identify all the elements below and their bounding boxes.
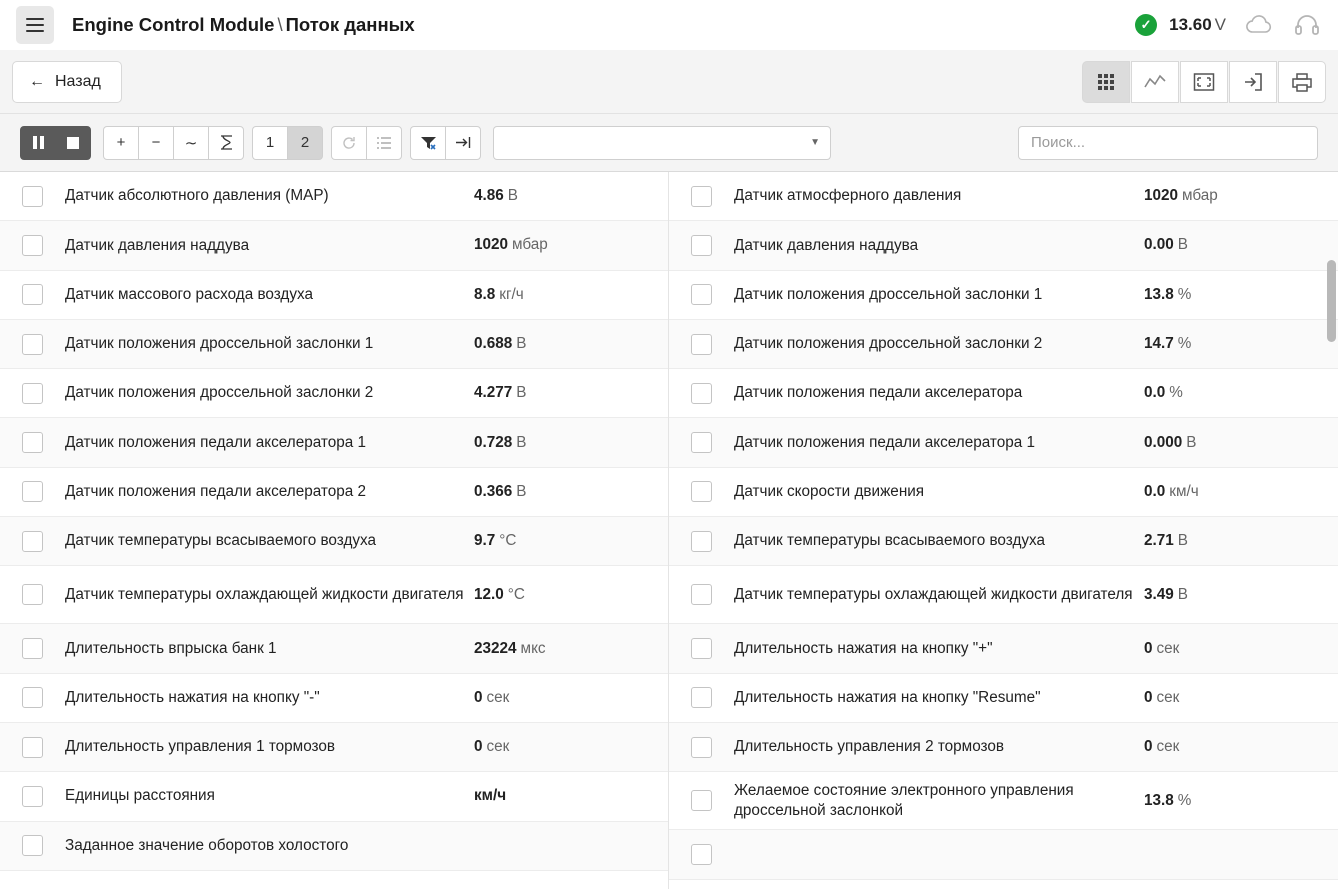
parameter-value-unit: В <box>516 433 527 451</box>
row-checkbox[interactable] <box>22 383 43 404</box>
table-row[interactable] <box>669 271 1338 320</box>
parameter-value-number: 0.0 <box>1144 384 1166 402</box>
list-icon <box>377 137 391 149</box>
page-name: Поток данных <box>285 14 415 35</box>
check-circle-icon: ✓ <box>1135 14 1157 36</box>
playback-controls <box>20 126 91 160</box>
pause-button[interactable] <box>20 126 56 160</box>
parameter-value <box>474 434 654 452</box>
parameter-value <box>1144 792 1324 810</box>
parameter-name: Датчик давления наддува <box>65 236 250 254</box>
parameter-value-number: 0.00 <box>1144 236 1174 254</box>
parameter-value-number: 0.000 <box>1144 433 1183 451</box>
parameter-name: Длительность нажатия на кнопку "-" <box>65 688 320 706</box>
parameter-select[interactable] <box>493 126 831 160</box>
pause-icon <box>33 136 44 149</box>
row-checkbox[interactable] <box>22 481 43 502</box>
voltage-unit: V <box>1214 15 1226 34</box>
parameter-name: Длительность управления 2 тормозов <box>734 738 1005 756</box>
parameter-value-unit: В <box>1177 585 1188 603</box>
table-row[interactable] <box>0 221 668 270</box>
table-row[interactable] <box>0 624 668 673</box>
table-row[interactable] <box>0 271 668 320</box>
parameter-value-number: 0 <box>1144 738 1153 756</box>
grid-view-button[interactable] <box>1082 61 1130 103</box>
search-input[interactable] <box>1018 126 1318 160</box>
row-checkbox[interactable] <box>691 844 712 865</box>
table-row[interactable] <box>669 369 1338 418</box>
parameter-name: Длительность впрыска банк 1 <box>65 639 277 657</box>
headset-icon[interactable] <box>1292 10 1322 40</box>
parameter-value <box>1144 286 1324 304</box>
parameter-name: Датчик положения педали акселератора <box>734 384 1023 402</box>
parameter-name: Датчик положения дроссельной заслонки 2 <box>65 384 374 402</box>
parameter-value-unit: В <box>516 384 527 402</box>
parameter-name: Датчик абсолютного давления (MAP) <box>65 187 329 205</box>
row-checkbox[interactable] <box>691 481 712 502</box>
parameter-value <box>474 286 654 304</box>
parameter-value-unit: В <box>1177 532 1188 550</box>
table-row[interactable] <box>669 320 1338 369</box>
parameter-value-number: 0.728 <box>474 433 513 451</box>
row-checkbox[interactable] <box>691 737 712 758</box>
row-checkbox[interactable] <box>22 584 43 605</box>
page-1-button[interactable]: 1 <box>252 126 288 160</box>
parameter-value-unit: В <box>1186 433 1197 451</box>
parameter-value <box>1144 738 1324 756</box>
table-row[interactable] <box>0 172 668 221</box>
parameter-value-unit: В <box>1177 236 1188 254</box>
table-row[interactable] <box>0 772 668 821</box>
table-row[interactable] <box>669 221 1338 270</box>
row-checkbox[interactable] <box>691 584 712 605</box>
parameter-name: Датчик температуры охлаждающей жидкости двигателя <box>734 585 1133 603</box>
row-checkbox[interactable] <box>22 235 43 256</box>
table-row[interactable] <box>0 369 668 418</box>
data-column-right <box>669 172 1338 889</box>
row-checkbox[interactable] <box>691 638 712 659</box>
parameter-value-unit: сек <box>486 738 510 756</box>
parameter-name: Датчик положения педали акселератора 1 <box>734 433 1036 451</box>
parameter-value <box>1144 236 1324 254</box>
parameter-value <box>474 738 654 756</box>
parameter-value <box>1144 640 1324 658</box>
parameter-value-number: 0.0 <box>1144 482 1166 500</box>
row-checkbox[interactable] <box>691 432 712 453</box>
refresh-icon <box>342 136 356 150</box>
parameter-value <box>474 532 654 550</box>
parameter-value-number: 0.366 <box>474 482 513 500</box>
row-checkbox[interactable] <box>691 186 712 207</box>
table-row[interactable] <box>669 674 1338 723</box>
row-checkbox[interactable] <box>22 531 43 552</box>
parameter-value-number: 3.49 <box>1144 585 1174 603</box>
parameter-name: Датчик массового расхода воздуха <box>65 285 313 303</box>
timer-icon <box>220 135 233 150</box>
parameter-value-number: 12.0 <box>474 585 504 603</box>
parameter-value-unit: сек <box>1156 738 1180 756</box>
parameter-value-number: 4.277 <box>474 384 513 402</box>
parameter-name: Длительность нажатия на кнопку "Resume" <box>734 688 1041 706</box>
parameter-value-unit: В <box>516 482 527 500</box>
table-row[interactable] <box>0 674 668 723</box>
parameter-value-number: 14.7 <box>1144 335 1174 353</box>
parameter-value <box>474 384 654 402</box>
parameter-value-number: 0 <box>474 738 483 756</box>
parameter-value-unit: В <box>516 335 527 353</box>
expand-icon <box>1193 72 1215 92</box>
parameter-value <box>474 335 654 353</box>
row-checkbox[interactable] <box>22 737 43 758</box>
table-row[interactable] <box>0 566 668 624</box>
module-name: Engine Control Module <box>72 14 275 35</box>
parameter-name: Датчик скорости движения <box>734 482 925 500</box>
table-row[interactable] <box>669 624 1338 673</box>
timer-button[interactable] <box>208 126 244 160</box>
parameter-value-unit: % <box>1177 791 1192 809</box>
parameter-name: Единицы расстояния <box>65 787 215 805</box>
parameter-name: Датчик давления наддува <box>734 236 919 254</box>
line-chart-icon <box>1144 73 1166 91</box>
row-checkbox[interactable] <box>22 186 43 207</box>
table-row[interactable] <box>669 566 1338 624</box>
printer-icon <box>1291 72 1313 92</box>
add-button[interactable]: + <box>103 126 139 160</box>
row-checkbox[interactable] <box>691 687 712 708</box>
filter-icon <box>421 136 436 150</box>
parameter-name: Датчик атмосферного давления <box>734 187 962 205</box>
parameter-name: Заданное значение оборотов холостого <box>65 836 349 854</box>
parameter-value <box>474 640 654 658</box>
back-button[interactable] <box>12 61 122 103</box>
title-bar <box>0 0 1338 50</box>
stop-icon <box>67 137 79 149</box>
jump-button[interactable] <box>445 126 481 160</box>
list-button[interactable] <box>366 126 402 160</box>
filter-controls <box>410 126 481 160</box>
row-checkbox[interactable] <box>691 284 712 305</box>
parameter-value <box>1144 532 1324 550</box>
parameter-value-number: 0 <box>1144 639 1153 657</box>
graph-view-button[interactable] <box>1131 61 1179 103</box>
parameter-value-number: 4.86 <box>474 187 504 205</box>
table-row[interactable] <box>669 418 1338 467</box>
parameter-value-unit: сек <box>1156 639 1180 657</box>
table-row[interactable] <box>669 172 1338 221</box>
import-icon <box>1242 72 1264 92</box>
parameter-value-number: 0 <box>474 688 483 706</box>
row-checkbox[interactable] <box>691 235 712 256</box>
filter-button[interactable] <box>410 126 446 160</box>
parameter-value <box>1144 689 1324 707</box>
parameter-value-unit: В <box>507 187 518 205</box>
view-controls <box>331 126 402 160</box>
parameter-value <box>1144 434 1324 452</box>
title-bar-right <box>1135 10 1322 40</box>
print-button[interactable] <box>1278 61 1326 103</box>
parameter-name: Датчик температуры охлаждающей жидкости двигателя <box>65 585 464 603</box>
row-checkbox[interactable] <box>22 835 43 856</box>
parameter-name: Датчик температуры всасываемого воздуха <box>65 532 377 550</box>
parameter-name: Длительность нажатия на кнопку "+" <box>734 639 993 657</box>
parameter-value <box>474 787 654 805</box>
parameter-value-number: 8.8 <box>474 285 496 303</box>
row-checkbox[interactable] <box>22 638 43 659</box>
parameter-value-unit: % <box>1177 335 1192 353</box>
import-button[interactable] <box>1229 61 1277 103</box>
parameter-value <box>474 689 654 707</box>
arrow-left-icon: ← <box>29 72 45 90</box>
parameter-value-number: км/ч <box>474 787 507 805</box>
parameter-value <box>474 483 654 501</box>
grid-icon <box>1096 72 1116 92</box>
table-row[interactable] <box>0 822 668 871</box>
parameter-value-number: 0.688 <box>474 335 513 353</box>
parameter-name: Датчик положения педали акселератора 1 <box>65 433 367 451</box>
chevron-down-icon: ▼ <box>810 137 820 148</box>
data-column-left <box>0 172 669 889</box>
row-checkbox[interactable] <box>22 284 43 305</box>
nav-tool-group <box>1082 61 1326 103</box>
parameter-name: Датчик положения педали акселератора 2 <box>65 482 367 500</box>
table-row[interactable] <box>669 723 1338 772</box>
table-row[interactable] <box>0 320 668 369</box>
fullscreen-view-button[interactable] <box>1180 61 1228 103</box>
row-checkbox[interactable] <box>691 790 712 811</box>
parameter-value-unit: сек <box>1156 688 1180 706</box>
parameter-value-number: 0 <box>1144 688 1153 706</box>
parameter-value-unit: °C <box>499 532 517 550</box>
page-2-button[interactable]: 2 <box>287 126 323 160</box>
hamburger-menu-icon[interactable] <box>16 6 54 44</box>
parameter-value-number: 9.7 <box>474 532 496 550</box>
parameter-value-unit: км/ч <box>1169 482 1199 500</box>
table-row[interactable] <box>0 517 668 566</box>
parameter-value-unit: мкс <box>520 639 546 657</box>
vertical-scrollbar[interactable] <box>1327 260 1336 342</box>
parameter-value <box>1144 384 1324 402</box>
parameter-name: Датчик положения дроссельной заслонки 1 <box>734 285 1043 303</box>
parameter-value-unit: мбар <box>512 236 548 254</box>
parameter-value-number: 1020 <box>474 236 509 254</box>
table-row[interactable] <box>0 418 668 467</box>
row-checkbox[interactable] <box>22 687 43 708</box>
parameter-value <box>1144 586 1324 604</box>
parameter-name: Датчик положения дроссельной заслонки 2 <box>734 335 1043 353</box>
parameter-name: Датчик положения дроссельной заслонки 1 <box>65 335 374 353</box>
row-checkbox[interactable] <box>22 786 43 807</box>
table-row[interactable] <box>669 517 1338 566</box>
parameter-value-number: 2.71 <box>1144 532 1174 550</box>
parameter-value-unit: % <box>1177 285 1192 303</box>
table-row[interactable] <box>669 468 1338 517</box>
parameter-value-unit: сек <box>486 688 510 706</box>
title-separator: \ <box>277 14 283 35</box>
parameter-name: Датчик температуры всасываемого воздуха <box>734 532 1046 550</box>
stop-button[interactable] <box>55 126 91 160</box>
parameter-value <box>474 236 654 254</box>
parameter-name: Желаемое состояние электронного управления дроссельной заслонкой <box>734 781 1074 819</box>
row-checkbox[interactable] <box>691 531 712 552</box>
back-button-label: Назад <box>55 72 101 90</box>
voltage-readout <box>1169 15 1226 35</box>
page-controls <box>252 126 323 160</box>
remove-button[interactable]: − <box>138 126 174 160</box>
parameter-value <box>474 187 654 205</box>
cloud-icon[interactable] <box>1244 10 1274 40</box>
parameter-value-unit: °C <box>507 585 525 603</box>
row-checkbox[interactable] <box>691 383 712 404</box>
parameter-value-number: 23224 <box>474 639 517 657</box>
table-row[interactable] <box>0 468 668 517</box>
row-checkbox[interactable] <box>22 432 43 453</box>
table-row[interactable] <box>669 830 1338 879</box>
row-checkbox[interactable] <box>691 334 712 355</box>
parameter-value-unit: мбар <box>1182 187 1218 205</box>
arrow-right-bar-icon <box>456 136 471 149</box>
table-row[interactable] <box>0 723 668 772</box>
parameter-value <box>1144 187 1324 205</box>
wave-button[interactable]: ∼ <box>173 126 209 160</box>
zoom-controls <box>103 126 244 160</box>
nav-bar <box>0 50 1338 114</box>
data-toolbar <box>0 114 1338 172</box>
parameter-value-number: 1020 <box>1144 187 1179 205</box>
parameter-value-unit: % <box>1169 384 1183 402</box>
refresh-button[interactable] <box>331 126 367 160</box>
parameter-value <box>1144 335 1324 353</box>
voltage-value: 13.60 <box>1169 15 1212 34</box>
parameter-name: Длительность управления 1 тормозов <box>65 738 336 756</box>
parameter-value-number: 13.8 <box>1144 285 1174 303</box>
data-grid <box>0 172 1338 889</box>
parameter-value-number: 13.8 <box>1144 791 1174 809</box>
parameter-value-unit: кг/ч <box>499 285 524 303</box>
row-checkbox[interactable] <box>22 334 43 355</box>
parameter-value <box>1144 483 1324 501</box>
table-row[interactable] <box>669 772 1338 830</box>
page-title <box>72 14 415 36</box>
parameter-value <box>474 586 654 604</box>
